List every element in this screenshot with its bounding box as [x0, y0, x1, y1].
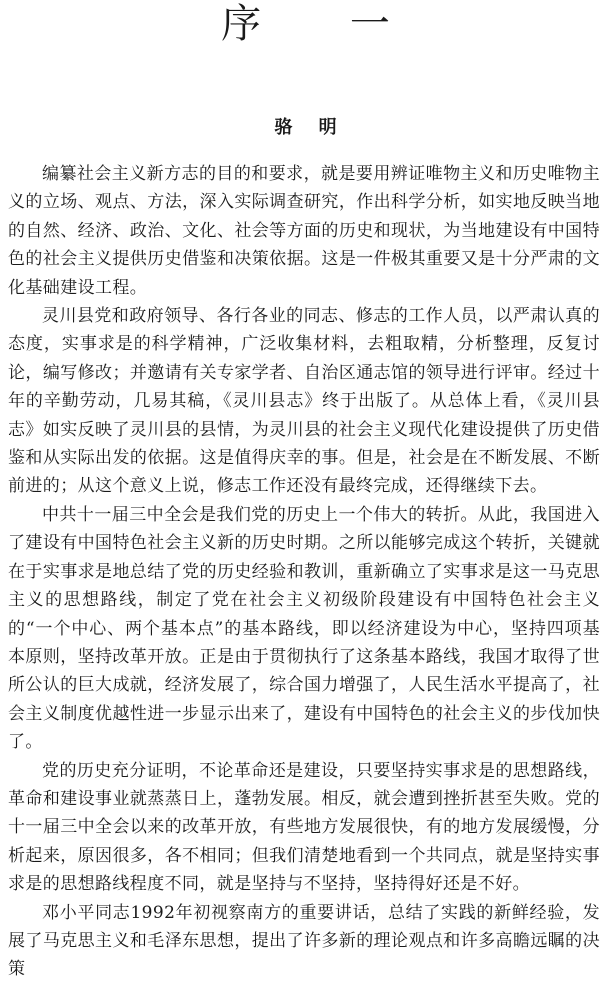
author-name: 骆 明	[274, 117, 347, 138]
paragraph: 中共十一届三中全会是我们党的历史上一个伟大的转折。从此，我国进入了建设有中国特色社会主义新的历史时期。之所以能够完成这个转折，关键就在于实事求是地总结了党的历史经验和教训，重新确立了实事求是这一马克思主义的思想路线，制定了党在社会主义初级阶段建设有中国特色社会主义的“一个中心、两个基本点”的基本路线，即以经济建设为中心，坚持四项基本原则，坚持改革开放。正是由于贯彻执行了这条基本路线，我国才取得了世所公认的巨大成就，经济发展了，综合国力增强了，人民生活水平提高了，社会主义制度优越性进一步显示出来了，建设有中国特色的社会主义的步伐加快了。	[8, 504, 600, 753]
body-text	[8, 160, 600, 984]
paragraph: 灵川县党和政府领导、各行各业的同志、修志的工作人员，以严肃认真的态度，实事求是的科学精神，广泛收集材料，去粗取精，分析整理，反复讨论，编写修改；并邀请有关专家学者、自治区通志馆的领导进行评审。经过十年的辛勤劳动，几易其稿，《灵川县志》终于出版了。从总体上看，《灵川县志》如实反映了灵川县的县情，为灵川县的社会主义现代化建设提供了历史借鉴和从实际出发的依据。这是值得庆幸的事。但是，社会是在不断发展、不断前进的；从这个意义上说，修志工作还没有最终完成，还得继续下去。	[8, 306, 600, 497]
page-title: 序 一	[221, 1, 428, 47]
paragraph: 党的历史充分证明，不论革命还是建设，只要坚持实事求是的思想路线，革命和建设事业就蒸蒸日上，蓬勃发展。相反，就会遭到挫折甚至失败。党的十一届三中全会以来的改革开放，有些地方发展很快，有的地方发展缓慢，分析起来，原因很多，各不相同；但我们清楚地看到一个共同点，就是坚持实事求是的思想路线程度不同，就是坚持与不坚持，坚持得好还是不好。	[8, 760, 600, 895]
paragraph: 编纂社会主义新方志的目的和要求，就是要用辨证唯物主义和历史唯物主义的立场、观点、方法，深入实际调查研究，作出科学分析，如实地反映当地的自然、经济、政治、文化、社会等方面的历史和现状，为当地建设有中国特色的社会主义提供历史借鉴和决策依据。这是一件极其重要又是十分严肃的文化基础建设工程。	[8, 164, 600, 298]
paragraph: 邓小平同志1992年初视察南方的重要讲话，总结了实践的新鲜经验，发展了马克思主义和毛泽东思想，提出了许多新的理论观点和许多高瞻远瞩的决策	[8, 902, 600, 980]
